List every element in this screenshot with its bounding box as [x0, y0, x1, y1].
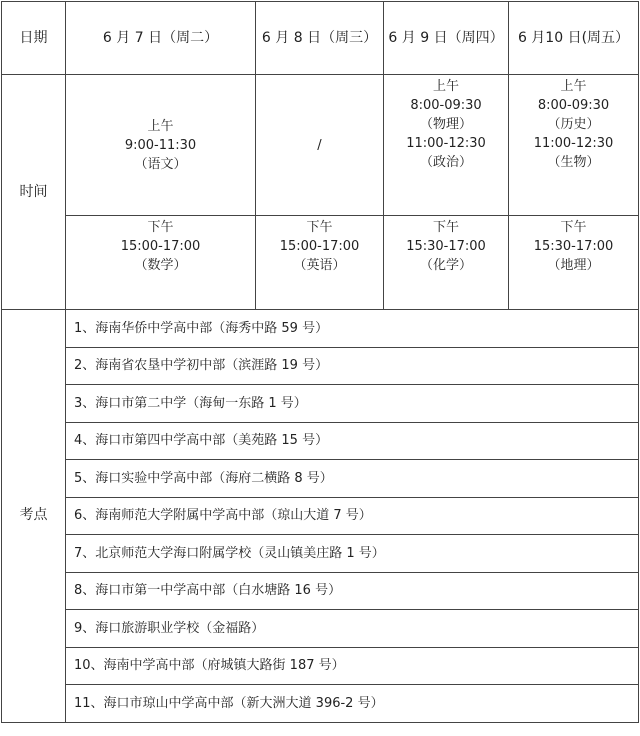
period: 上午 — [147, 118, 174, 134]
venue-label: 考点 — [2, 310, 66, 723]
time-label: 时间 — [2, 75, 66, 310]
date-label: 日期 — [2, 2, 66, 75]
venue-item: 9、海口旅游职业学校（金福路） — [66, 610, 639, 648]
slot-time: 11:00-12:30 — [533, 136, 614, 151]
header-row — [2, 2, 639, 75]
slot-time: 15:00-17:00 — [279, 239, 360, 254]
slot-subject: （语文） — [134, 156, 187, 172]
slot-subject: （地理） — [547, 258, 600, 273]
afternoon-cell — [66, 216, 256, 310]
venue-item: 6、海南师范大学附属中学高中部（琼山大道 7 号） — [66, 497, 639, 535]
venue-row — [2, 535, 639, 573]
venue-row — [2, 460, 639, 498]
morning-cell — [509, 75, 639, 216]
date-cell: 6 月 9 日（周四） — [384, 2, 509, 75]
slot-subject: （化学） — [419, 258, 472, 273]
afternoon-row — [2, 216, 639, 310]
period: 下午 — [306, 220, 333, 235]
venue-item: 7、北京师范大学海口附属学校（灵山镇美庄路 1 号） — [66, 535, 639, 573]
period: 上午 — [432, 79, 459, 94]
date-cell: 6 月 7 日（周二） — [66, 2, 256, 75]
venue-row — [2, 685, 639, 723]
venue-row — [2, 572, 639, 610]
period: 下午 — [432, 220, 459, 235]
venue-item: 8、海口市第一中学高中部（白水塘路 16 号） — [66, 572, 639, 610]
venue-row — [2, 647, 639, 685]
venue-item: 2、海南省农垦中学初中部（滨涯路 19 号） — [66, 347, 639, 385]
venue-item: 4、海口市第四中学高中部（美苑路 15 号） — [66, 422, 639, 460]
slot-time: 15:00-17:00 — [120, 239, 201, 254]
period: 上午 — [560, 79, 587, 94]
slot-time: 8:00-09:30 — [410, 98, 482, 113]
slot-subject: （英语） — [293, 258, 346, 273]
venue-row — [2, 422, 639, 460]
venue-item: 5、海口实验中学高中部（海府二横路 8 号） — [66, 460, 639, 498]
slot-subject: （物理） — [419, 117, 472, 132]
venue-item: 3、海口市第二中学（海甸一东路 1 号） — [66, 385, 639, 423]
venue-row — [2, 347, 639, 385]
afternoon-cell — [256, 216, 384, 310]
slot-subject: （数学） — [134, 258, 187, 273]
afternoon-cell — [384, 216, 509, 310]
exam-schedule-table — [1, 1, 639, 723]
slot-time: 8:00-09:30 — [537, 98, 610, 113]
venue-row — [2, 497, 639, 535]
no-exam: / — [317, 137, 322, 153]
venue-item: 10、海南中学高中部（府城镇大路街 187 号） — [66, 647, 639, 685]
morning-row — [2, 75, 639, 216]
slot-subject: （历史） — [547, 117, 600, 132]
slot-time: 15:30-17:00 — [533, 239, 614, 254]
morning-cell — [384, 75, 509, 216]
slot-subject: （生物） — [547, 155, 600, 170]
morning-cell — [256, 75, 384, 216]
date-cell: 6 月10 日(周五） — [509, 2, 639, 75]
venue-item: 11、海口市琼山中学高中部（新大洲大道 396-2 号） — [66, 685, 639, 723]
venue-item: 1、海南华侨中学高中部（海秀中路 59 号） — [66, 310, 639, 348]
venue-row — [2, 310, 639, 348]
slot-time: 15:30-17:00 — [406, 239, 486, 254]
period: 下午 — [560, 220, 587, 235]
venue-row — [2, 385, 639, 423]
date-cell: 6 月 8 日（周三） — [256, 2, 384, 75]
morning-cell — [66, 75, 256, 216]
slot-time: 9:00-11:30 — [124, 137, 197, 153]
slot-subject: （政治） — [419, 155, 472, 170]
slot-time: 11:00-12:30 — [406, 136, 486, 151]
afternoon-cell — [509, 216, 639, 310]
venue-row — [2, 610, 639, 648]
period: 下午 — [147, 220, 174, 235]
